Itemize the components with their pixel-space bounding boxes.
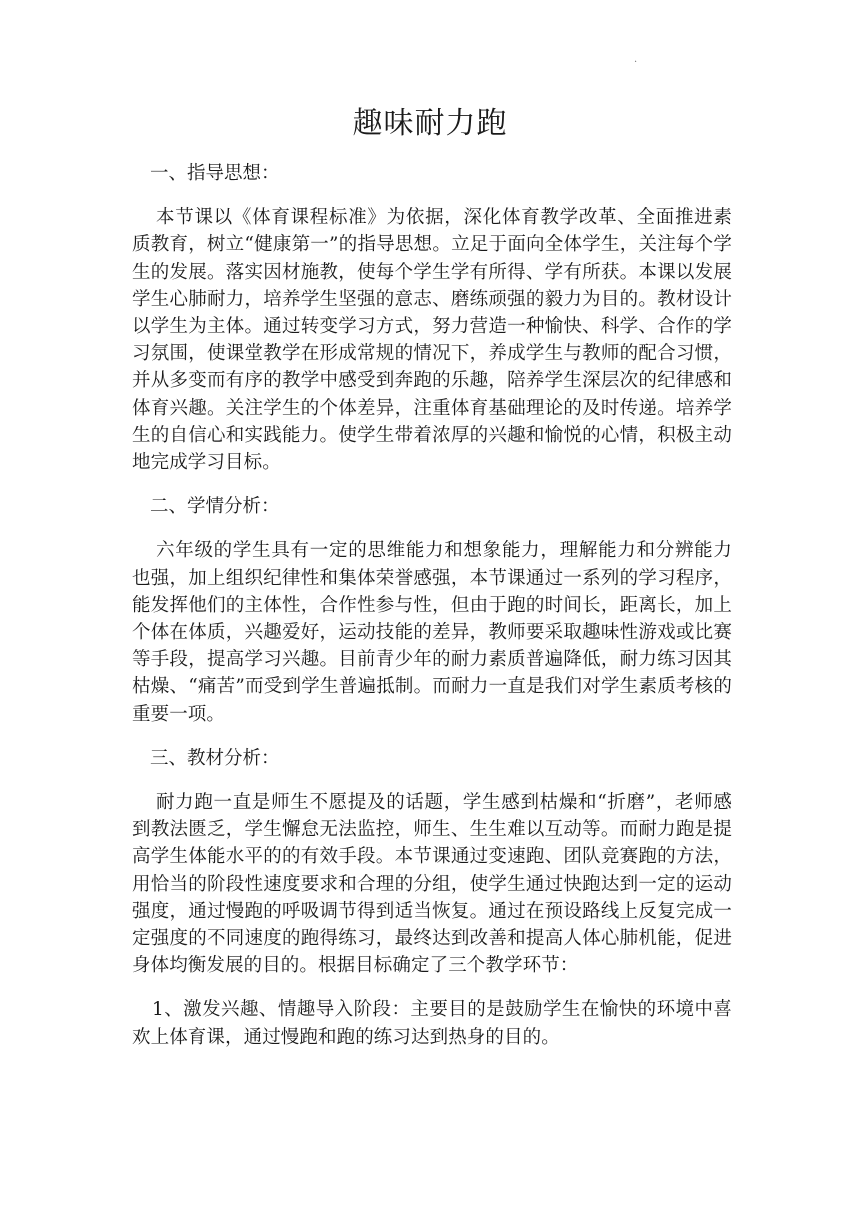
section-paragraph-student-analysis: 六年级的学生具有一定的思维能力和想象能力，理解能力和分辨能力也强，加上组织纪律性和集体荣誉感强，本节课通过一系列的学习程序，能发挥他们的主体性，合作性参与性，但由于跑的时间长，距离长，加上个体在体质，兴趣爱好，运动技能的差异，教师要采取趣味性游戏或比赛等手段，提高学习兴趣。目前青少年的耐力素质普遍降低，耐力练习因其枯燥、“痛苦”而受到学生普遍抵制。而耐力一直是我们对学生素质考核的重要一项。 bbox=[132, 540, 732, 725]
document-body bbox=[132, 160, 732, 1068]
section-paragraph-guiding-ideology: 本节课以《体育课程标准》为依据，深化体育教学改革、全面推进素质教育，树立“健康第一”的指导思想。立足于面向全体学生，关注每个学生的发展。落实因材施教，使每个学生学有所得、学有所获。本课以发展学生心肺耐力，培养学生坚强的意志、磨练顽强的毅力为目的。教材设计以学生为主体。通过转变学习方式，努力营造一种愉快、科学、合作的学习氛围，使课堂教学在形成常规的情况下，养成学生与教师的配合习惯，并从多变而有序的教学中感受到奔跑的乐趣，陪养学生深层次的纪律感和体育兴趣。关注学生的个体差异，注重体育基础理论的及时传递。培养学生的自信心和实践能力。使学生带着浓厚的兴趣和愉悦的心情，积极主动地完成学习目标。 bbox=[132, 207, 732, 474]
section-paragraph-material-analysis: 耐力跑一直是师生不愿提及的话题，学生感到枯燥和“折磨”，老师感到教法匮乏，学生懈怠无法监控，师生、生生难以互动等。而耐力跑是提高学生体能水平的的有效手段。本节课通过变速跑、团队竞赛跑的方法，用恰当的阶段性速度要求和合理的分组，使学生通过快跑达到一定的运动强度，通过慢跑的呼吸调节得到适当恢复。通过在预设路线上反复完成一定强度的不同速度的跑得练习，最终达到改善和提高人体心肺机能，促进身体均衡发展的目的。根据目标确定了三个教学环节： bbox=[132, 792, 732, 977]
section-heading-student-analysis: 二、学情分析： bbox=[150, 496, 280, 518]
corner-mark: . bbox=[634, 54, 638, 65]
document-title: 趣味耐力跑 bbox=[352, 106, 508, 141]
section-heading-material-analysis: 三、教材分析： bbox=[150, 747, 280, 769]
list-item: 1、激发兴趣、情趣导入阶段：主要目的是鼓励学生在愉快的环境中喜欢上体育课，通过慢跑和跑的练习达到热身的目的。 bbox=[132, 999, 732, 1048]
section-heading-guiding-ideology: 一、指导思想： bbox=[150, 163, 280, 184]
